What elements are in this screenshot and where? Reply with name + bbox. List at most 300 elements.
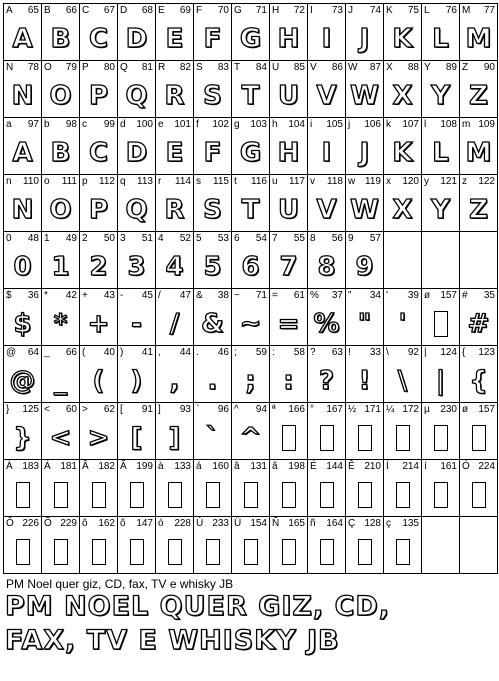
glyph-cell: [79, 516, 118, 574]
glyph-cell: [117, 3, 156, 61]
cell-char-label: ": [348, 290, 352, 301]
glyph-preview: W: [350, 81, 379, 111]
glyph-preview: @: [9, 366, 36, 396]
cell-char-label: Õ: [44, 518, 52, 529]
glyph-preview: G: [239, 138, 262, 168]
cell-char-label: +: [82, 290, 88, 301]
cell-char-code: 122: [478, 176, 495, 187]
glyph-preview: M: [465, 138, 492, 168]
cell-char-label: M: [462, 5, 471, 16]
cell-char-label: Ô: [6, 518, 14, 529]
glyph-preview: 6: [241, 252, 260, 282]
cell-char-code: 228: [174, 518, 191, 529]
glyph-preview: J: [359, 24, 370, 54]
cell-char-code: 84: [255, 62, 267, 73]
cell-char-label: #: [462, 290, 468, 301]
cell-char-label: P: [82, 62, 89, 73]
cell-char-code: 104: [288, 119, 305, 130]
cell-char-code: 85: [293, 62, 305, 73]
glyph-cell: [3, 288, 42, 346]
cell-char-label: ]: [158, 404, 161, 415]
cell-char-label: 6: [234, 233, 240, 244]
cell-char-code: 101: [174, 119, 191, 130]
cell-char-label: _: [44, 347, 50, 358]
cell-char-label: Q: [120, 62, 128, 73]
glyph-preview: (: [92, 366, 105, 396]
cell-char-label: k: [386, 119, 391, 130]
glyph-preview: V: [316, 81, 337, 111]
cell-char-code: 77: [483, 5, 495, 16]
glyph-cell: [421, 402, 460, 460]
cell-char-code: 37: [331, 290, 343, 301]
cell-char-code: 98: [65, 119, 77, 130]
cell-char-code: 229: [60, 518, 77, 529]
cell-char-code: 71: [255, 5, 267, 16]
glyph-cell: [117, 174, 156, 232]
cell-char-code: 94: [255, 404, 267, 415]
cell-char-code: 123: [478, 347, 495, 358]
glyph-preview: K: [392, 24, 413, 54]
glyph-preview: S: [203, 81, 222, 111]
cell-char-label: \: [386, 347, 389, 358]
glyph-cell: [41, 402, 80, 460]
cell-char-label: 4: [158, 233, 164, 244]
cell-char-code: 65: [27, 5, 39, 16]
glyph-preview: R: [164, 195, 185, 225]
missing-glyph-box: [422, 417, 459, 459]
glyph-preview: L: [432, 24, 449, 54]
cell-char-code: 70: [217, 5, 229, 16]
cell-char-code: 161: [440, 461, 457, 472]
cell-char-label: c: [82, 119, 87, 130]
glyph-cell: [193, 3, 232, 61]
cell-char-label: I: [310, 5, 313, 16]
cell-char-code: 48: [27, 233, 39, 244]
glyph-cell: [79, 231, 118, 289]
cell-char-label: ': [386, 290, 388, 301]
glyph-cell: [269, 117, 308, 175]
glyph-preview: ,: [169, 366, 180, 396]
missing-glyph-box: [346, 531, 383, 573]
cell-char-label: p: [82, 176, 88, 187]
cell-char-label: (: [82, 347, 86, 358]
glyph-cell: [155, 288, 194, 346]
glyph-cell: [421, 516, 460, 574]
cell-char-label: q: [120, 176, 126, 187]
cell-char-label: f: [196, 119, 199, 130]
cell-char-code: 49: [65, 233, 77, 244]
glyph-cell: [3, 174, 42, 232]
cell-char-code: 45: [141, 290, 153, 301]
glyph-preview: B: [50, 24, 71, 54]
glyph-preview: ?: [318, 366, 335, 396]
glyph-cell: [79, 288, 118, 346]
cell-char-code: 74: [369, 5, 381, 16]
glyph-cell: [79, 3, 118, 61]
missing-glyph-box: [422, 303, 459, 345]
glyph-cell: [79, 459, 118, 517]
glyph-cell: [459, 60, 498, 118]
cell-char-label: Â: [82, 461, 89, 472]
glyph-cell: [155, 174, 194, 232]
cell-char-code: 108: [440, 119, 457, 130]
cell-char-code: 68: [141, 5, 153, 16]
glyph-cell: [383, 459, 422, 517]
glyph-preview: {: [469, 366, 488, 396]
glyph-preview: ^: [239, 423, 262, 453]
cell-char-code: 210: [364, 461, 381, 472]
glyph-preview: [460, 531, 497, 573]
cell-char-code: 80: [103, 62, 115, 73]
cell-char-code: 34: [369, 290, 381, 301]
cell-char-code: 88: [407, 62, 419, 73]
cell-char-code: 93: [179, 404, 191, 415]
cell-char-label: B: [44, 5, 51, 16]
cell-char-code: 114: [175, 176, 191, 187]
glyph-cell: [231, 174, 270, 232]
cell-char-label: K: [386, 5, 393, 16]
glyph-preview: ): [130, 366, 143, 396]
cell-char-label: ô: [82, 518, 88, 529]
glyph-preview: ]: [168, 423, 181, 453]
glyph-preview: [460, 246, 497, 288]
cell-char-code: 105: [326, 119, 343, 130]
cell-char-label: Á: [44, 461, 51, 472]
glyph-preview: O: [49, 195, 72, 225]
cell-char-label: ;: [234, 347, 237, 358]
cell-char-code: 57: [369, 233, 381, 244]
missing-glyph-box: [194, 474, 231, 516]
missing-glyph-box: [80, 474, 117, 516]
glyph-cell: [193, 402, 232, 460]
cell-char-code: 39: [407, 290, 419, 301]
cell-char-label: V: [310, 62, 317, 73]
cell-char-label: r: [158, 176, 162, 187]
cell-char-label: !: [348, 347, 351, 358]
glyph-cell: [231, 345, 270, 403]
cell-char-label: 0: [6, 233, 12, 244]
glyph-preview: *: [53, 309, 68, 339]
glyph-cell: [79, 174, 118, 232]
glyph-preview: A: [12, 138, 33, 168]
glyph-preview: T: [241, 81, 260, 111]
glyph-cell: [459, 231, 498, 289]
glyph-cell: [41, 231, 80, 289]
cell-char-code: 69: [179, 5, 191, 16]
cell-char-label: m: [462, 119, 471, 130]
glyph-cell: [383, 288, 422, 346]
glyph-preview: 8: [317, 252, 336, 282]
cell-char-code: 81: [141, 62, 153, 73]
glyph-cell: [3, 60, 42, 118]
glyph-cell: [155, 3, 194, 61]
glyph-preview: `: [206, 423, 219, 453]
glyph-preview: X: [392, 81, 413, 111]
cell-char-label: :: [272, 347, 275, 358]
glyph-cell: [421, 459, 460, 517]
cell-char-code: 67: [103, 5, 115, 16]
cell-char-label: i: [310, 119, 313, 130]
missing-glyph-box: [232, 531, 269, 573]
cell-char-label: E: [158, 5, 165, 16]
glyph-cell: [345, 288, 384, 346]
cell-char-label: Ê: [348, 461, 355, 472]
glyph-preview: 9: [355, 252, 374, 282]
cell-char-code: 164: [326, 518, 343, 529]
cell-char-label: õ: [120, 518, 126, 529]
cell-char-code: 61: [293, 290, 305, 301]
missing-glyph-box: [156, 531, 193, 573]
glyph-cell: [193, 516, 232, 574]
glyph-preview: N: [11, 81, 34, 111]
glyph-cell: [383, 117, 422, 175]
cell-char-code: 54: [255, 233, 267, 244]
cell-char-label: *: [44, 290, 48, 301]
missing-glyph-box: [232, 474, 269, 516]
glyph-preview: H: [277, 138, 300, 168]
sample-line-2: FAX, TV E WHISKY JB: [5, 625, 340, 656]
glyph-preview: [384, 246, 421, 288]
cell-char-code: 230: [440, 404, 457, 415]
cell-char-code: 112: [99, 176, 115, 187]
cell-char-label: Ç: [348, 518, 356, 529]
cell-char-label: Ã: [120, 461, 127, 472]
glyph-cell: [345, 402, 384, 460]
glyph-cell: [117, 117, 156, 175]
glyph-cell: [383, 3, 422, 61]
glyph-cell: [269, 402, 308, 460]
glyph-cell: [117, 345, 156, 403]
glyph-preview: [: [130, 423, 143, 453]
glyph-cell: [269, 60, 308, 118]
cell-char-code: 38: [217, 290, 229, 301]
cell-char-label: 1: [44, 233, 50, 244]
cell-char-code: 83: [217, 62, 229, 73]
cell-char-label: 2: [82, 233, 88, 244]
cell-char-label: [: [120, 404, 123, 415]
glyph-cell: [269, 516, 308, 574]
cell-char-label: à: [158, 461, 164, 472]
missing-glyph-box: [42, 474, 79, 516]
glyph-preview: P: [88, 195, 109, 225]
cell-char-code: 109: [478, 119, 495, 130]
glyph-cell: [3, 516, 42, 574]
glyph-preview: F: [203, 24, 222, 54]
glyph-preview: 3: [127, 252, 146, 282]
glyph-cell: [79, 60, 118, 118]
glyph-cell: [345, 345, 384, 403]
glyph-cell: [3, 402, 42, 460]
cell-char-code: 111: [61, 176, 77, 187]
cell-char-code: 60: [65, 404, 77, 415]
cell-char-label: ?: [310, 347, 316, 358]
cell-char-label: /: [158, 290, 161, 301]
glyph-cell: [421, 345, 460, 403]
glyph-cell: [155, 60, 194, 118]
cell-char-code: 121: [440, 176, 457, 187]
cell-char-code: 64: [27, 347, 39, 358]
cell-char-code: 36: [27, 290, 39, 301]
missing-glyph-box: [460, 417, 497, 459]
cell-char-code: 66: [65, 5, 77, 16]
glyph-cell: [345, 459, 384, 517]
cell-char-code: 79: [65, 62, 77, 73]
cell-char-label: ,: [158, 347, 161, 358]
glyph-cell: [155, 117, 194, 175]
glyph-cell: [41, 459, 80, 517]
glyph-cell: [269, 288, 308, 346]
cell-char-code: 44: [179, 347, 191, 358]
cell-char-label: O: [44, 62, 52, 73]
cell-char-label: ñ: [310, 518, 316, 529]
missing-glyph-box: [460, 474, 497, 516]
glyph-preview: [422, 246, 459, 288]
glyph-cell: [269, 3, 308, 61]
cell-char-label: ø: [424, 290, 431, 301]
cell-char-label: <: [44, 404, 50, 415]
glyph-preview: L: [432, 138, 449, 168]
glyph-cell: [193, 345, 232, 403]
cell-char-code: 56: [331, 233, 343, 244]
cell-char-label: ^: [234, 404, 239, 415]
cell-char-label: G: [234, 5, 242, 16]
cell-char-label: ø: [462, 404, 469, 415]
cell-char-label: J: [348, 5, 353, 16]
glyph-cell: [231, 459, 270, 517]
cell-char-code: 135: [402, 518, 419, 529]
glyph-preview: N: [11, 195, 34, 225]
glyph-cell: [307, 402, 346, 460]
glyph-preview: 7: [279, 252, 298, 282]
missing-glyph-box: [346, 474, 383, 516]
glyph-cell: [193, 174, 232, 232]
cell-char-label: =: [272, 290, 278, 301]
glyph-cell: [307, 117, 346, 175]
glyph-preview: A: [12, 24, 33, 54]
cell-char-code: 118: [327, 176, 343, 187]
glyph-cell: [269, 174, 308, 232]
cell-char-code: 76: [445, 5, 457, 16]
missing-glyph-box: [384, 531, 421, 573]
cell-char-code: 87: [369, 62, 381, 73]
cell-char-code: 224: [478, 461, 495, 472]
missing-glyph-box: [156, 474, 193, 516]
glyph-cell: [3, 3, 42, 61]
cell-char-label: ó: [158, 518, 164, 529]
glyph-cell: [41, 516, 80, 574]
cell-char-code: 55: [293, 233, 305, 244]
cell-char-code: 51: [141, 233, 153, 244]
cell-char-label: s: [196, 176, 201, 187]
glyph-cell: [307, 288, 346, 346]
cell-char-code: 115: [213, 176, 229, 187]
cell-char-label: h: [272, 119, 278, 130]
glyph-cell: [383, 174, 422, 232]
cell-char-code: 102: [212, 119, 229, 130]
glyph-cell: [41, 288, 80, 346]
cell-char-label: %: [310, 290, 319, 301]
glyph-preview: W: [350, 195, 379, 225]
glyph-cell: [231, 231, 270, 289]
cell-char-label: á: [196, 461, 202, 472]
cell-char-code: 160: [212, 461, 229, 472]
glyph-cell: [231, 516, 270, 574]
cell-char-code: 120: [402, 176, 419, 187]
cell-char-label: T: [234, 62, 241, 73]
cell-char-code: 72: [293, 5, 305, 16]
glyph-cell: [41, 117, 80, 175]
glyph-cell: [117, 288, 156, 346]
missing-glyph-box: [4, 531, 41, 573]
cell-char-label: 8: [310, 233, 316, 244]
cell-char-code: 147: [136, 518, 153, 529]
cell-char-code: 119: [365, 176, 381, 187]
glyph-preview: %: [313, 309, 340, 339]
glyph-preview: S: [203, 195, 222, 225]
glyph-cell: [421, 3, 460, 61]
cell-char-code: 35: [483, 290, 495, 301]
glyph-cell: [231, 3, 270, 61]
glyph-cell: [117, 231, 156, 289]
cell-char-code: 86: [331, 62, 343, 73]
cell-char-label: Í: [386, 461, 389, 472]
cell-char-code: 50: [103, 233, 115, 244]
glyph-cell: [307, 60, 346, 118]
glyph-cell: [459, 516, 498, 574]
cell-char-label: °: [310, 404, 314, 415]
cell-char-label: t: [234, 176, 237, 187]
cell-char-label: S: [196, 62, 203, 73]
cell-char-code: 62: [103, 404, 115, 415]
cell-char-code: 131: [250, 461, 267, 472]
glyph-preview: Q: [125, 81, 148, 111]
missing-glyph-box: [194, 531, 231, 573]
sample-line-1: PM NOEL QUER GIZ, CD,: [5, 591, 391, 622]
glyph-preview: ': [398, 309, 407, 339]
cell-char-label: É: [310, 461, 317, 472]
glyph-cell: [3, 459, 42, 517]
glyph-cell: [231, 60, 270, 118]
glyph-cell: [345, 174, 384, 232]
glyph-preview: E: [165, 24, 184, 54]
glyph-cell: [459, 288, 498, 346]
cell-char-label: W: [348, 62, 358, 73]
cell-char-code: 233: [212, 518, 229, 529]
cell-char-code: 133: [174, 461, 191, 472]
cell-char-code: 82: [179, 62, 191, 73]
cell-char-code: 116: [251, 176, 267, 187]
glyph-cell: [41, 3, 80, 61]
cell-char-label: $: [6, 290, 12, 301]
cell-char-code: 172: [402, 404, 419, 415]
cell-char-code: 41: [141, 347, 153, 358]
glyph-preview: V: [316, 195, 337, 225]
cell-char-code: 58: [293, 347, 305, 358]
cell-char-code: 40: [103, 347, 115, 358]
glyph-preview: T: [241, 195, 260, 225]
glyph-cell: [193, 60, 232, 118]
cell-char-label: g: [234, 119, 240, 130]
missing-glyph-box: [270, 417, 307, 459]
glyph-cell: [3, 117, 42, 175]
cell-char-code: 157: [440, 290, 457, 301]
glyph-preview: K: [392, 138, 413, 168]
cell-char-code: 157: [478, 404, 495, 415]
glyph-cell: [345, 231, 384, 289]
cell-char-code: 171: [364, 404, 381, 415]
missing-glyph-box: [118, 474, 155, 516]
glyph-preview: Q: [125, 195, 148, 225]
